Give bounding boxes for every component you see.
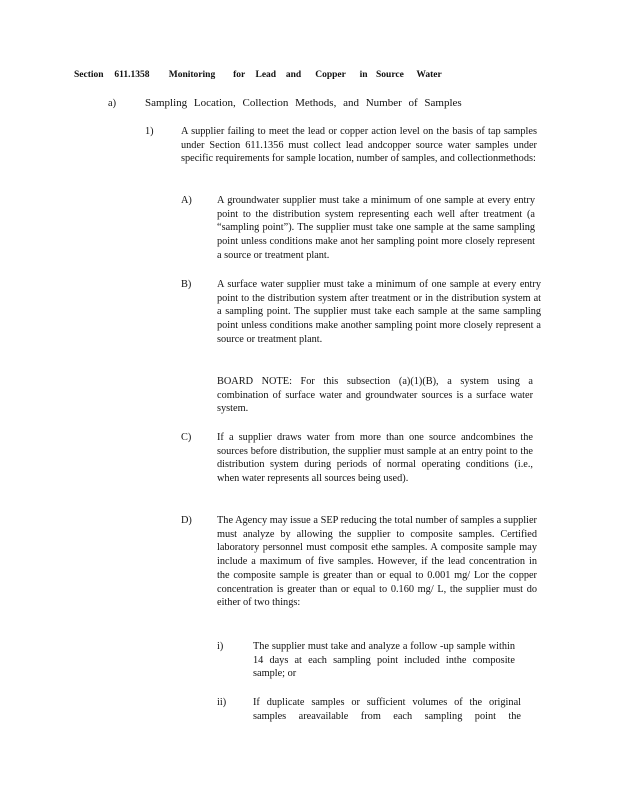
item-text: If duplicate samples or sufficient volumes of the original samples areavailable from each sampling point the bbox=[253, 697, 521, 722]
section-header bbox=[74, 69, 594, 81]
header-word: in bbox=[359, 70, 368, 80]
header-word: Source bbox=[376, 70, 404, 80]
item-label: B) bbox=[181, 279, 192, 290]
item-text: A supplier failing to meet the lead or copper action level on the basis of tap samples under Section 611.1356 must collect lead andcopper source water samples under specific requirements for sample location, number of samples, and collectionmethods: bbox=[181, 126, 537, 165]
header-word: Lead bbox=[255, 70, 277, 80]
item-text: A surface water supplier must take a minimum of one sample at every entry point to the distribution system after treatment or in the distribution system at a sampling point. The supplier must take each sample at the same sampling point unless conditions make another sampling point more closely represent a source or treatment plant. bbox=[217, 279, 541, 345]
header-word: Copper bbox=[315, 70, 346, 80]
item-text: The Agency may issue a SEP reducing the total number of samples a supplier must analyze by allowing the supplier to composite samples. Certified laboratory personnel must composit ethe samples. A composite sample may include a maximum of five samples. However, if the lead concentration in the composite sample is greater than or equal to 0.001 mg/ Lor the copper concentration is greater than or equal to 0.160 mg/ L, the supplier must do either of two things: bbox=[217, 515, 537, 609]
item-text: A groundwater supplier must take a minimum of one sample at every entry point to the distribution system representing each well after treatment (a “sampling point”). The supplier must take one sample at the same sampling point unless conditions make anot her sampling point more closely represent a source or treatment plant. bbox=[217, 195, 535, 261]
header-word: Monitoring bbox=[168, 70, 216, 80]
item-label: A) bbox=[181, 195, 192, 206]
header-section-word: Section bbox=[74, 70, 104, 80]
header-word: for bbox=[233, 70, 246, 80]
item-label: i) bbox=[217, 641, 224, 652]
item-text: The supplier must take and analyze a follow -up sample within 14 days at each sampling point included inthe composite sample; or bbox=[253, 641, 515, 680]
item-label: ii) bbox=[217, 697, 227, 708]
header-word: Water bbox=[416, 70, 442, 80]
item-text: If a supplier draws water from more than one source andcombines the sources before distribution, the supplier must sample at an entry point to the distribution system during periods of normal operating conditions (i.e., when water represents all sources being used). bbox=[217, 432, 533, 485]
item-label: C) bbox=[181, 432, 192, 443]
header-word: and bbox=[285, 70, 302, 80]
item-label: D) bbox=[181, 515, 192, 526]
subsection-title: Sampling Location, Collection Methods, and Number of Samples bbox=[145, 97, 462, 109]
header-section-number: 611.1358 bbox=[114, 70, 150, 80]
subsection-label: a) bbox=[108, 98, 116, 109]
board-note: BOARD NOTE: For this subsection (a)(1)(B), a system using a combination of surface water and groundwater sources is a surface water system. bbox=[217, 376, 533, 415]
item-label: 1) bbox=[145, 126, 154, 137]
